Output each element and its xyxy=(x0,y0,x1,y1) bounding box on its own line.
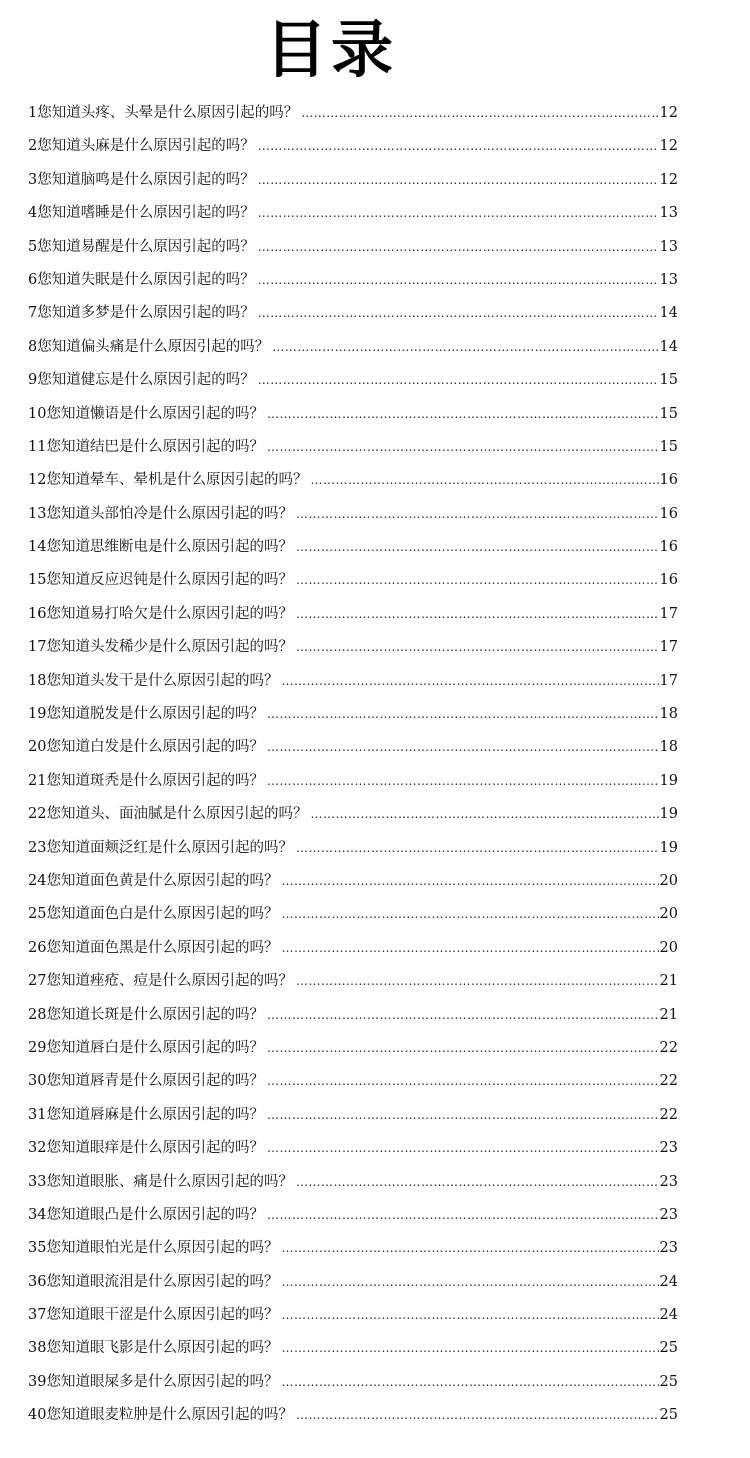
toc-entry-page-number: 20 xyxy=(659,906,678,923)
toc-entry-page-number: 13 xyxy=(659,205,678,222)
toc-entry[interactable] xyxy=(28,965,678,998)
toc-entry-title: 9您知道健忘是什么原因引起的吗？ xyxy=(28,372,255,389)
dot-leader xyxy=(296,531,659,564)
dot-leader xyxy=(281,1332,658,1365)
toc-entry-title: 16您知道易打哈欠是什么原因引起的吗？ xyxy=(28,605,293,622)
toc-entry-title: 1您知道头疼、头晕是什么原因引起的吗？ xyxy=(28,105,299,121)
toc-entry[interactable] xyxy=(28,898,678,931)
dot-leader xyxy=(267,731,659,764)
toc-entry-title: 2您知道头麻是什么原因引起的吗？ xyxy=(28,138,255,155)
toc-entry-title: 30您知道唇青是什么原因引起的吗？ xyxy=(28,1073,264,1090)
toc-entry-title: 21您知道斑秃是什么原因引起的吗？ xyxy=(28,772,264,789)
toc-entry-page-number: 22 xyxy=(659,1106,678,1123)
toc-entry-title: 19您知道脱发是什么原因引起的吗？ xyxy=(28,706,264,723)
dot-leader xyxy=(281,665,658,698)
toc-entry-title: 15您知道反应迟钝是什么原因引起的吗？ xyxy=(28,572,293,589)
dot-leader xyxy=(296,1166,659,1199)
toc-list xyxy=(28,97,678,1433)
toc-entry-title: 28您知道长斑是什么原因引起的吗？ xyxy=(28,1006,264,1023)
toc-entry-title: 38您知道眼飞影是什么原因引起的吗？ xyxy=(28,1340,279,1357)
toc-entry-page-number: 16 xyxy=(659,539,678,556)
toc-entry[interactable] xyxy=(28,1065,678,1098)
toc-entry-page-number: 21 xyxy=(659,973,678,990)
dot-leader xyxy=(281,932,658,965)
toc-entry-page-number: 13 xyxy=(659,238,678,255)
toc-entry[interactable] xyxy=(28,231,678,264)
toc-entry[interactable] xyxy=(28,1199,678,1232)
toc-entry-title: 5您知道易醒是什么原因引起的吗？ xyxy=(28,238,255,255)
toc-entry[interactable] xyxy=(28,164,678,197)
dot-leader xyxy=(281,865,658,898)
toc-entry[interactable] xyxy=(28,297,678,330)
toc-entry-title: 14您知道思维断电是什么原因引起的吗？ xyxy=(28,539,293,556)
toc-entry[interactable] xyxy=(28,1399,678,1432)
toc-entry[interactable] xyxy=(28,1099,678,1132)
toc-entry[interactable] xyxy=(28,97,678,130)
dot-leader xyxy=(258,164,659,197)
toc-entry-title: 37您知道眼干涩是什么原因引起的吗？ xyxy=(28,1307,279,1324)
toc-entry-title: 26您知道面色黑是什么原因引起的吗？ xyxy=(28,939,279,956)
dot-leader xyxy=(267,698,659,731)
toc-entry-title: 34您知道眼凸是什么原因引起的吗？ xyxy=(28,1206,264,1223)
dot-leader xyxy=(301,97,658,130)
dot-leader xyxy=(296,1399,659,1432)
toc-entry-title: 22您知道头、面油腻是什么原因引起的吗？ xyxy=(28,806,308,823)
dot-leader xyxy=(296,965,659,998)
toc-entry[interactable] xyxy=(28,398,678,431)
toc-entry-title: 39您知道眼屎多是什么原因引起的吗？ xyxy=(28,1373,279,1390)
toc-entry-page-number: 20 xyxy=(659,872,678,889)
toc-entry-title: 20您知道白发是什么原因引起的吗？ xyxy=(28,739,264,756)
toc-entry[interactable] xyxy=(28,932,678,965)
toc-entry-title: 31您知道唇麻是什么原因引起的吗？ xyxy=(28,1106,264,1123)
toc-entry[interactable] xyxy=(28,765,678,798)
dot-leader xyxy=(267,765,659,798)
dot-leader xyxy=(267,431,659,464)
toc-entry[interactable] xyxy=(28,598,678,631)
toc-entry-page-number: 25 xyxy=(659,1340,678,1357)
toc-entry-page-number: 23 xyxy=(659,1173,678,1190)
toc-entry-title: 25您知道面色白是什么原因引起的吗？ xyxy=(28,906,279,923)
toc-entry-page-number: 18 xyxy=(659,739,678,756)
toc-entry-title: 36您知道眼流泪是什么原因引起的吗？ xyxy=(28,1273,279,1290)
toc-entry[interactable] xyxy=(28,1266,678,1299)
dot-leader xyxy=(272,331,658,364)
dot-leader xyxy=(281,1299,658,1332)
toc-entry-page-number: 19 xyxy=(659,839,678,856)
toc-entry[interactable] xyxy=(28,1299,678,1332)
toc-entry[interactable] xyxy=(28,731,678,764)
toc-entry-page-number: 14 xyxy=(659,338,678,355)
toc-entry-page-number: 12 xyxy=(659,105,678,121)
toc-entry[interactable] xyxy=(28,1366,678,1399)
toc-entry-page-number: 16 xyxy=(659,572,678,589)
toc-entry-page-number: 17 xyxy=(659,672,678,689)
toc-entry-page-number: 18 xyxy=(659,706,678,723)
toc-entry-title: 12您知道晕车、晕机是什么原因引起的吗？ xyxy=(28,472,308,489)
toc-entry-title: 6您知道失眠是什么原因引起的吗？ xyxy=(28,271,255,288)
page-title: 目录 xyxy=(265,13,398,86)
toc-entry-page-number: 15 xyxy=(659,372,678,389)
toc-entry[interactable] xyxy=(28,865,678,898)
dot-leader xyxy=(281,898,658,931)
dot-leader xyxy=(267,1099,659,1132)
toc-entry-page-number: 19 xyxy=(659,772,678,789)
dot-leader xyxy=(267,1199,659,1232)
dot-leader xyxy=(296,631,659,664)
dot-leader xyxy=(281,1366,658,1399)
toc-entry[interactable] xyxy=(28,1032,678,1065)
toc-entry[interactable] xyxy=(28,531,678,564)
toc-entry-title: 7您知道多梦是什么原因引起的吗？ xyxy=(28,305,255,322)
dot-leader xyxy=(267,999,659,1032)
toc-entry[interactable] xyxy=(28,197,678,230)
toc-entry[interactable] xyxy=(28,564,678,597)
dot-leader xyxy=(258,231,659,264)
toc-entry-title: 10您知道懒语是什么原因引起的吗？ xyxy=(28,405,264,422)
toc-entry-page-number: 25 xyxy=(659,1373,678,1390)
dot-leader xyxy=(258,130,659,163)
toc-entry[interactable] xyxy=(28,1232,678,1265)
toc-entry-title: 40您知道眼麦粒肿是什么原因引起的吗？ xyxy=(28,1407,293,1424)
toc-entry-title: 8您知道偏头痛是什么原因引起的吗？ xyxy=(28,338,270,355)
toc-entry[interactable] xyxy=(28,431,678,464)
toc-entry-page-number: 25 xyxy=(659,1407,678,1424)
toc-entry-title: 23您知道面颊泛红是什么原因引起的吗？ xyxy=(28,839,293,856)
toc-entry-page-number: 21 xyxy=(659,1006,678,1023)
toc-entry[interactable] xyxy=(28,130,678,163)
toc-entry-page-number: 17 xyxy=(659,639,678,656)
toc-entry-title: 33您知道眼胀、痛是什么原因引起的吗？ xyxy=(28,1173,293,1190)
toc-entry-page-number: 12 xyxy=(659,138,678,155)
toc-entry-title: 11您知道结巴是什么原因引起的吗？ xyxy=(28,438,264,455)
toc-entry-page-number: 17 xyxy=(659,605,678,622)
toc-entry[interactable] xyxy=(28,1332,678,1365)
toc-entry-page-number: 22 xyxy=(659,1039,678,1056)
dot-leader xyxy=(267,398,659,431)
toc-entry-page-number: 24 xyxy=(659,1307,678,1324)
toc-entry[interactable] xyxy=(28,698,678,731)
toc-entry-page-number: 23 xyxy=(659,1206,678,1223)
dot-leader xyxy=(296,832,659,865)
toc-entry-title: 3您知道脑鸣是什么原因引起的吗？ xyxy=(28,171,255,188)
dot-leader xyxy=(267,1032,659,1065)
toc-entry[interactable] xyxy=(28,999,678,1032)
toc-entry-title: 24您知道面色黄是什么原因引起的吗？ xyxy=(28,872,279,889)
toc-entry-page-number: 15 xyxy=(659,438,678,455)
toc-entry-page-number: 23 xyxy=(659,1240,678,1257)
toc-entry-page-number: 12 xyxy=(659,171,678,188)
dot-leader xyxy=(310,464,658,497)
toc-entry-page-number: 19 xyxy=(659,806,678,823)
toc-entry-page-number: 16 xyxy=(659,472,678,489)
toc-entry-page-number: 22 xyxy=(659,1073,678,1090)
toc-entry-page-number: 23 xyxy=(659,1140,678,1157)
toc-entry-page-number: 20 xyxy=(659,939,678,956)
dot-leader xyxy=(267,1065,659,1098)
toc-entry[interactable] xyxy=(28,631,678,664)
toc-entry-title: 4您知道嗜睡是什么原因引起的吗？ xyxy=(28,205,255,222)
toc-entry[interactable] xyxy=(28,331,678,364)
dot-leader xyxy=(281,1266,658,1299)
toc-entry[interactable] xyxy=(28,665,678,698)
toc-entry-page-number: 13 xyxy=(659,271,678,288)
dot-leader xyxy=(258,264,659,297)
toc-entry-title: 18您知道头发干是什么原因引起的吗？ xyxy=(28,672,279,689)
toc-entry-title: 29您知道唇白是什么原因引起的吗？ xyxy=(28,1039,264,1056)
toc-entry-title: 17您知道头发稀少是什么原因引起的吗？ xyxy=(28,639,293,656)
toc-entry-page-number: 14 xyxy=(659,305,678,322)
toc-entry-title: 13您知道头部怕冷是什么原因引起的吗？ xyxy=(28,505,293,522)
toc-entry-title: 32您知道眼痒是什么原因引起的吗？ xyxy=(28,1140,264,1157)
toc-entry[interactable] xyxy=(28,1166,678,1199)
toc-entry[interactable] xyxy=(28,798,678,831)
dot-leader xyxy=(296,598,659,631)
toc-entry[interactable] xyxy=(28,1132,678,1165)
toc-entry-page-number: 24 xyxy=(659,1273,678,1290)
toc-entry-page-number: 16 xyxy=(659,505,678,522)
dot-leader xyxy=(310,798,658,831)
dot-leader xyxy=(296,564,659,597)
dot-leader xyxy=(258,364,659,397)
toc-entry[interactable] xyxy=(28,364,678,397)
toc-entry-title: 35您知道眼怕光是什么原因引起的吗？ xyxy=(28,1240,279,1257)
toc-entry-page-number: 15 xyxy=(659,405,678,422)
dot-leader xyxy=(281,1232,658,1265)
toc-entry[interactable] xyxy=(28,264,678,297)
dot-leader xyxy=(267,1132,659,1165)
dot-leader xyxy=(296,498,659,531)
dot-leader xyxy=(258,197,659,230)
toc-entry[interactable] xyxy=(28,464,678,497)
toc-entry[interactable] xyxy=(28,832,678,865)
dot-leader xyxy=(258,297,659,330)
toc-entry-title: 27您知道痤疮、痘是什么原因引起的吗？ xyxy=(28,973,293,990)
toc-entry[interactable] xyxy=(28,498,678,531)
